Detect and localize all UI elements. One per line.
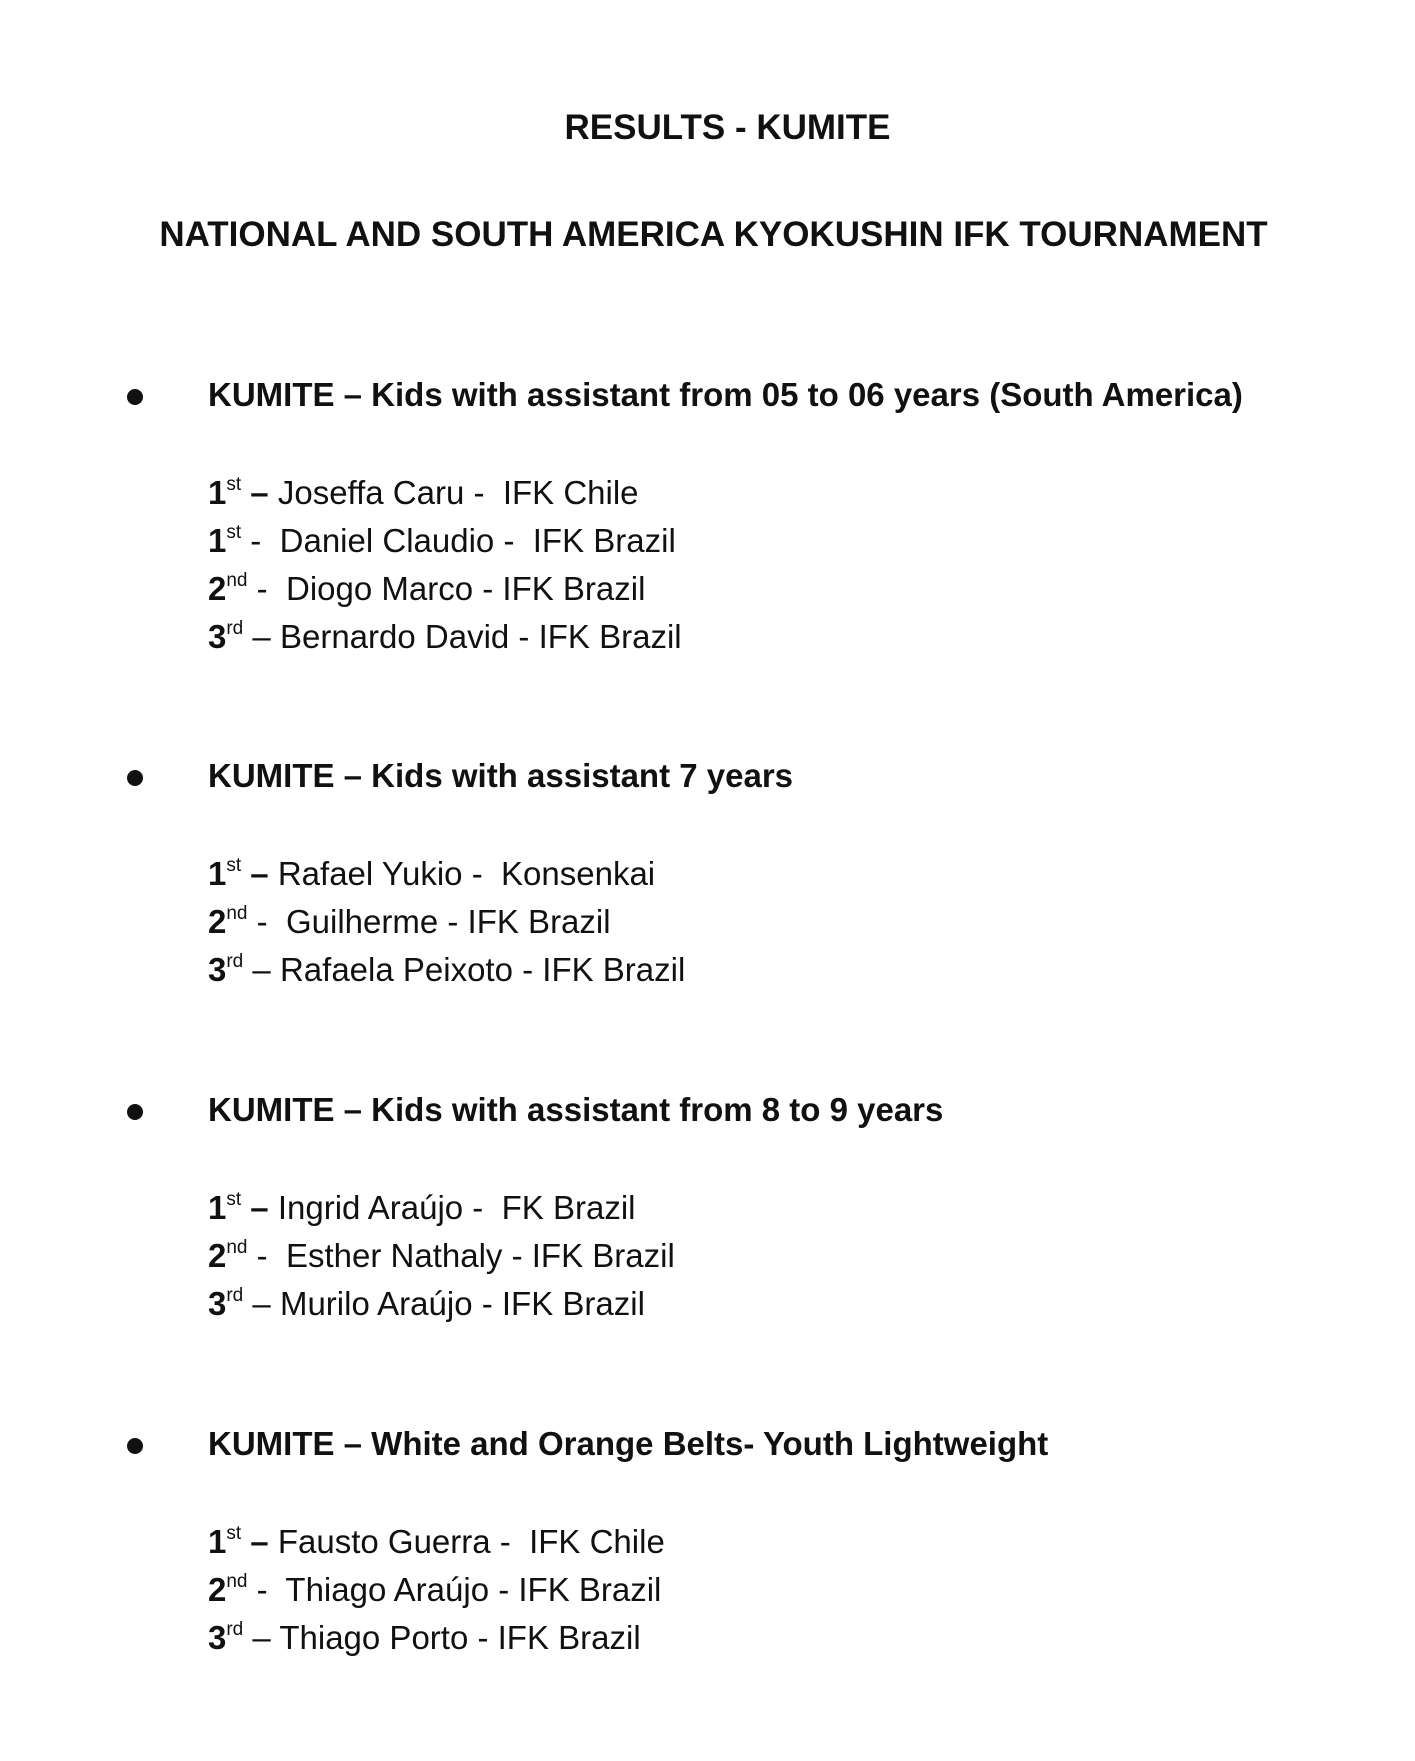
result-separator: - [247, 903, 286, 940]
result-place: 3 [208, 1285, 227, 1322]
result-place: 2 [208, 903, 227, 940]
result-place-suffix: nd [226, 903, 248, 924]
bullet-icon [127, 1104, 143, 1120]
result-place-suffix: rd [226, 951, 244, 972]
result-text: Daniel Claudio - IFK Brazil [279, 522, 676, 559]
result-place-suffix: st [226, 474, 242, 495]
result-separator: - [241, 522, 280, 559]
section-heading: KUMITE – Kids with assistant 7 years [208, 757, 794, 794]
result-place-suffix: nd [226, 1237, 248, 1258]
result-separator: – [243, 1285, 280, 1322]
results-list [208, 469, 682, 661]
result-row [208, 469, 682, 517]
result-row [208, 1232, 675, 1280]
result-text: Joseffa Caru - IFK Chile [277, 474, 639, 511]
result-separator: – [243, 1619, 280, 1656]
bullet-icon [127, 770, 143, 786]
result-text: Diogo Marco - IFK Brazil [286, 570, 646, 607]
results-list [208, 1184, 675, 1328]
result-text: Rafaela Peixoto - IFK Brazil [279, 951, 686, 988]
result-row [208, 1518, 665, 1566]
result-text: Bernardo David - IFK Brazil [279, 618, 682, 655]
result-text: Guilherme - IFK Brazil [286, 903, 611, 940]
result-place: 2 [208, 1237, 227, 1274]
result-place: 3 [208, 951, 227, 988]
result-text: Ingrid Araújo - FK Brazil [277, 1189, 636, 1226]
result-row [208, 517, 682, 565]
page-title: RESULTS - KUMITE [564, 108, 891, 147]
result-place: 1 [208, 474, 227, 511]
result-place-suffix: rd [226, 618, 244, 639]
result-text: Esther Nathaly - IFK Brazil [286, 1237, 675, 1274]
result-place-suffix: rd [226, 1619, 244, 1640]
result-place: 1 [208, 1523, 227, 1560]
result-separator: - [247, 1571, 286, 1608]
page-subtitle: NATIONAL AND SOUTH AMERICA KYOKUSHIN IFK TOURNAMENT [159, 215, 1268, 254]
result-text: Thiago Araújo - IFK Brazil [285, 1571, 662, 1608]
result-text: Murilo Araújo - IFK Brazil [279, 1285, 645, 1322]
bullet-icon [127, 1438, 143, 1454]
result-row [208, 1614, 665, 1662]
result-row [208, 613, 682, 661]
result-separator: - [247, 570, 286, 607]
result-text: Thiago Porto - IFK Brazil [279, 1619, 641, 1656]
section-heading: KUMITE – Kids with assistant from 8 to 9 years [208, 1091, 944, 1128]
result-separator: – [243, 618, 280, 655]
result-row [208, 1566, 665, 1614]
result-place: 3 [208, 1619, 227, 1656]
results-list [208, 1518, 665, 1662]
result-row [208, 1184, 675, 1232]
result-text: Rafael Yukio - Konsenkai [277, 855, 656, 892]
result-place: 2 [208, 570, 227, 607]
result-place: 2 [208, 1571, 227, 1608]
result-separator: - [247, 1237, 286, 1274]
result-place: 1 [208, 522, 227, 559]
result-place: 3 [208, 618, 227, 655]
result-place: 1 [208, 855, 227, 892]
result-row [208, 1280, 675, 1328]
results-list [208, 850, 685, 994]
result-place-suffix: st [226, 522, 242, 543]
result-separator: – [241, 474, 278, 511]
result-place-suffix: rd [226, 1285, 244, 1306]
result-separator: – [241, 1523, 278, 1560]
result-row [208, 850, 685, 898]
result-row [208, 946, 685, 994]
result-separator: – [241, 1189, 278, 1226]
result-place-suffix: st [226, 1189, 242, 1210]
result-place-suffix: st [226, 855, 242, 876]
bullet-icon [127, 389, 143, 405]
result-place-suffix: nd [226, 1571, 248, 1592]
section-heading: KUMITE – Kids with assistant from 05 to 06 years (South America) [208, 376, 1243, 413]
result-place-suffix: nd [226, 570, 248, 591]
result-row [208, 565, 682, 613]
section-heading: KUMITE – White and Orange Belts- Youth Lightweight [208, 1425, 1049, 1462]
result-separator: – [243, 951, 280, 988]
result-row [208, 898, 685, 946]
result-place: 1 [208, 1189, 227, 1226]
result-place-suffix: st [226, 1523, 242, 1544]
result-text: Fausto Guerra - IFK Chile [277, 1523, 665, 1560]
result-separator: – [241, 855, 278, 892]
